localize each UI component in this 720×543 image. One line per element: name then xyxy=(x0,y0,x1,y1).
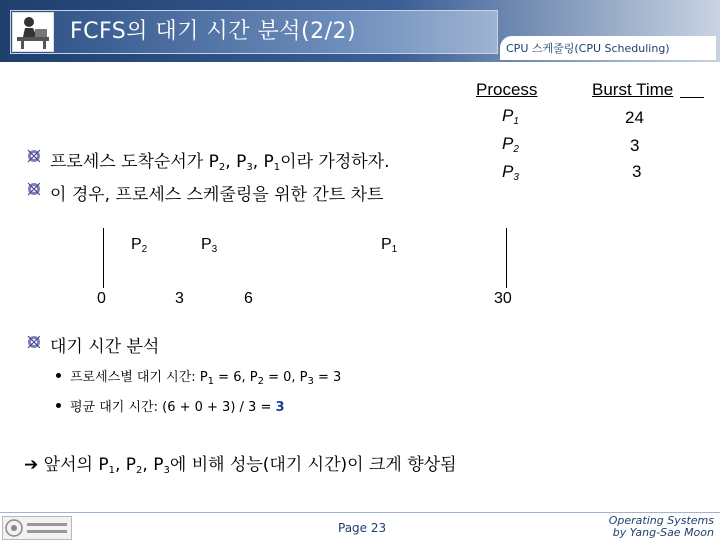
gantt-label-p2: $P_2$ xyxy=(131,236,148,255)
person-at-desk-icon xyxy=(12,12,54,52)
header-underline-ext xyxy=(680,97,704,98)
university-logo xyxy=(2,516,72,540)
table-header-process: Process xyxy=(476,80,538,99)
gantt-tick-3: 3 xyxy=(175,290,184,307)
analysis-heading: 대기 시간 분석 xyxy=(50,337,160,357)
burst-value: 24 xyxy=(625,108,644,127)
bullet-arrival-order: 프로세스 도착순서가 $P_2$, $P_3$, $P_1$이라 가정하자. xyxy=(50,152,390,173)
table-header-burst: Burst Time xyxy=(592,80,674,99)
conclusion-line: ➔ 앞서의 $P_1$, $P_2$, $P_3$에 비해 성능(대기 시간)이 크게 향상됨 xyxy=(24,455,457,476)
waiting-time-per-process: 프로세스별 대기 시간: $P_1 = 6$, $P_2 = 0$, $P_3 = 3$ xyxy=(70,370,342,387)
footer-divider xyxy=(0,512,720,513)
gantt-tick-0: 0 xyxy=(97,290,106,307)
sub-bullet-dot xyxy=(56,373,61,378)
gantt-boundary-30 xyxy=(506,228,507,288)
gantt-tick-30: 30 xyxy=(494,290,512,307)
average-waiting-time: 평균 대기 시간: (6 + 0 + 3) / 3 = 3 xyxy=(70,400,285,415)
arrow-right-icon: ➔ xyxy=(24,455,39,475)
bullet-icon xyxy=(26,334,42,354)
gantt-tick-6: 6 xyxy=(244,290,253,307)
gantt-label-p3: $P_3$ xyxy=(201,236,218,255)
table-row: $P_1$ xyxy=(502,106,519,127)
gantt-label-p1: $P_1$ xyxy=(381,236,398,255)
bullet-icon xyxy=(26,148,42,168)
bullet-gantt-intro: 이 경우, 프로세스 스케줄링을 위한 간트 차트 xyxy=(50,185,384,205)
burst-value: 3 xyxy=(630,136,640,155)
gantt-boundary-0 xyxy=(103,228,104,288)
page-number: Page 23 xyxy=(338,521,387,535)
course-credit: Operating Systems by Yang-Sae Moon xyxy=(608,514,714,539)
sub-bullet-dot xyxy=(56,403,61,408)
bullet-icon xyxy=(26,181,42,201)
table-row: $P_3$ xyxy=(502,162,519,183)
burst-value: 3 xyxy=(632,162,642,181)
section-subtitle: CPU 스케줄링(CPU Scheduling) xyxy=(506,42,670,55)
table-row: $P_2$ xyxy=(502,134,519,155)
page-title: FCFS의 대기 시간 분석(2/2) xyxy=(70,19,357,44)
